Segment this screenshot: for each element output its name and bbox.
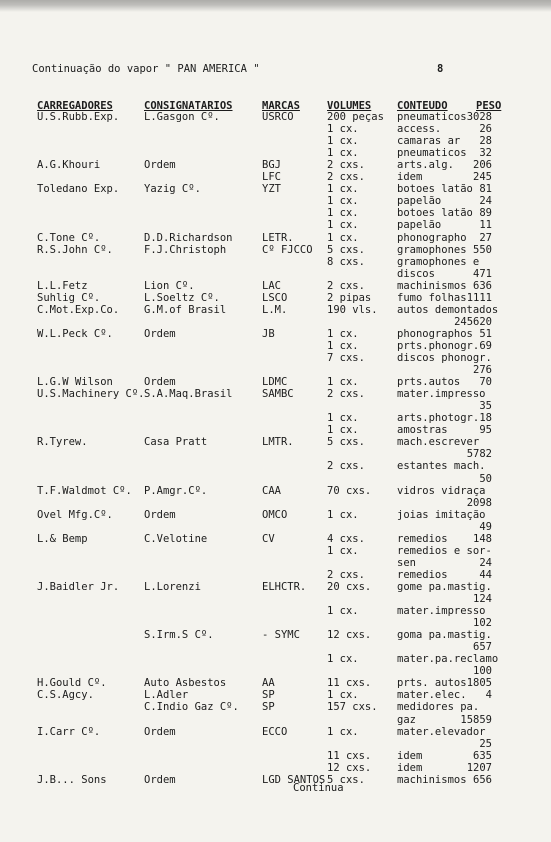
cell-mark: LSCO — [262, 291, 288, 304]
cell-volume: 20 cxs. — [327, 580, 372, 593]
cell-weight: 245 — [473, 171, 492, 184]
cell-content: amostras — [397, 424, 448, 437]
cell-content: remedios — [397, 568, 448, 581]
cell-content: botoes latão — [397, 207, 473, 220]
cell-content: mater.elec. — [397, 689, 467, 702]
column-header-consignatarios: CONSIGNATARIOS — [144, 100, 233, 112]
cell-content: discos phonogr. — [397, 352, 492, 364]
cell-volume: 1 cx. — [327, 327, 359, 340]
column-header-conteudo: CONTEUDO — [397, 100, 448, 112]
cell-content: discos — [397, 267, 435, 280]
cell-weight: 28 — [479, 135, 492, 148]
cell-mark: Cº FJCCO — [262, 243, 313, 256]
cell-volume: 1 cx. — [327, 123, 359, 136]
cell-mark: JB — [262, 327, 275, 340]
cell-content: prts.autos — [397, 376, 461, 389]
footer-continua: Continua — [293, 782, 344, 794]
cell-content: mach.escrever — [397, 436, 480, 449]
cell-weight: 635 — [473, 749, 492, 762]
cell-content: phonographos — [397, 327, 473, 340]
cell-volume: 200 peças — [327, 111, 384, 123]
cell-volume: 157 cxs. — [327, 701, 378, 714]
cell-consignee: L.Lorenzi — [144, 580, 201, 593]
cell-mark: SP — [262, 701, 275, 714]
column-header-carregadores: CARREGADORES — [37, 100, 113, 112]
cell-consignee: Ordem — [144, 327, 176, 340]
cell-volume: 1 cx. — [327, 231, 359, 244]
cell-mark: CV — [262, 532, 275, 545]
cell-content: prts.phonogr. — [397, 339, 480, 352]
cell-consignee: L.Soeltz Cº. — [144, 291, 220, 304]
cell-consignee: Auto Asbestos — [144, 677, 227, 690]
cell-consignee: C.Velotine — [144, 532, 208, 545]
cell-content: sen — [397, 556, 416, 569]
cell-shipper: R.Tyrew. — [37, 436, 88, 449]
cell-shipper: J.B... Sons — [37, 773, 107, 786]
cell-shipper: L.L.Fetz — [37, 279, 88, 292]
cell-shipper: H.Gould Cº. — [37, 677, 107, 690]
cell-volume: 2 cxs. — [327, 279, 365, 292]
cell-volume: 1 cx. — [327, 653, 359, 666]
cell-content: camaras ar — [397, 135, 461, 148]
cell-shipper: W.L.Peck Cº. — [37, 327, 113, 340]
cell-weight: 89 — [479, 207, 492, 220]
cell-volume: 2 cxs. — [327, 460, 365, 473]
cell-volume: 1 cx. — [327, 508, 359, 521]
cell-consignee: L.Adler — [144, 689, 189, 702]
cell-consignee: Ordem — [144, 773, 176, 786]
cell-shipper: C.Tone Cº. — [37, 231, 101, 244]
column-header-volumes: VOLUMES — [327, 100, 372, 112]
cell-volume: 2 cxs. — [327, 171, 365, 184]
cell-volume: 1 cx. — [327, 195, 359, 208]
cell-weight: 100 — [473, 665, 492, 678]
cell-content: vidros vidraça — [397, 484, 486, 497]
cell-weight: 26 — [479, 123, 492, 136]
cell-mark: ELHCTR. — [262, 580, 307, 593]
cell-mark: SAMBC — [262, 388, 294, 401]
cell-content: gome pa.mastig. — [397, 580, 492, 593]
cell-consignee: D.D.Richardson — [144, 231, 233, 244]
cell-shipper: L.& Bemp — [37, 532, 88, 545]
cell-mark: LGD SANTOS — [262, 773, 326, 786]
cell-weight: 50 — [479, 472, 492, 485]
cell-content: idem — [397, 171, 423, 184]
cell-volume: 7 cxs. — [327, 352, 365, 364]
cell-weight: 636 — [473, 279, 492, 292]
column-header-peso: PESO — [476, 100, 502, 112]
cell-volume: 1 cx. — [327, 135, 359, 148]
cell-content: papelão — [397, 195, 442, 208]
cell-weight: 51 — [479, 327, 492, 340]
cell-weight: 44 — [479, 568, 492, 581]
cell-weight: 550 — [473, 243, 492, 256]
cell-volume: 190 vls. — [327, 303, 378, 316]
cell-consignee: S.A.Maq.Brasil — [144, 388, 233, 401]
cell-weight: 24 — [479, 195, 492, 208]
cell-weight: 2098 — [466, 496, 492, 509]
cell-volume: 1 cx. — [327, 424, 359, 437]
cell-weight: 5782 — [466, 448, 492, 461]
cell-weight: 69 — [479, 339, 492, 352]
cell-weight: 95 — [479, 424, 492, 437]
cell-consignee: F.J.Christoph — [144, 243, 227, 256]
cell-mark: CAA — [262, 484, 281, 497]
cell-weight: 32 — [479, 147, 492, 160]
cell-content: papelão — [397, 219, 442, 232]
cell-volume: 1 cx. — [327, 605, 359, 618]
cell-weight: 3028 — [466, 111, 492, 123]
cell-volume: 1 cx. — [327, 412, 359, 425]
cell-volume: 11 cxs. — [327, 677, 372, 690]
cell-weight: 276 — [473, 364, 492, 377]
cell-volume: 1 cx. — [327, 183, 359, 196]
cell-consignee: Lion Cº. — [144, 279, 195, 292]
cell-shipper: Ovel Mfg.Cº. — [37, 508, 113, 521]
cell-consignee: Ordem — [144, 159, 176, 172]
cell-weight: 148 — [473, 532, 492, 545]
page-header-title: Continuação do vapor " PAN AMERICA " — [32, 63, 260, 75]
cell-volume: 2 pipas — [327, 291, 372, 304]
cell-content: pneumaticos — [397, 111, 467, 123]
cell-consignee: C.Indio Gaz Cº. — [144, 701, 239, 714]
cell-content: remedios e sor- — [397, 544, 492, 557]
cell-shipper: J.Baidler Jr. — [37, 580, 120, 593]
cell-content: mater.elevador — [397, 725, 486, 738]
cell-weight: 24 — [479, 556, 492, 569]
cell-content: medidores pa. — [397, 701, 480, 714]
cell-weight: 245620 — [454, 315, 492, 328]
cell-content: remedios — [397, 532, 448, 545]
cell-mark: SP — [262, 689, 275, 702]
cell-weight: 81 — [479, 183, 492, 196]
cell-consignee: Casa Pratt — [144, 436, 208, 449]
cell-volume: 12 cxs. — [327, 629, 372, 642]
cell-shipper: Toledano Exp. — [37, 183, 120, 196]
cell-content: joias imitação — [397, 508, 486, 521]
cell-volume: 5 cxs. — [327, 436, 365, 449]
cell-weight: 471 — [473, 267, 492, 280]
cell-weight: 70 — [479, 376, 492, 389]
cell-weight: 206 — [473, 159, 492, 172]
cell-weight: 15859 — [460, 713, 492, 726]
cell-content: arts.alg. — [397, 159, 454, 172]
cell-weight: 4 — [485, 689, 492, 702]
cell-shipper: Suhlig Cº. — [37, 291, 101, 304]
cell-content: botoes latão — [397, 183, 473, 196]
cell-volume: 11 cxs. — [327, 749, 372, 762]
cell-content: gramophones e — [397, 255, 480, 268]
cell-mark: LETR. — [262, 231, 294, 244]
cell-weight: 657 — [473, 641, 492, 654]
cell-volume: 5 cxs. — [327, 773, 365, 786]
cell-volume: 1 cx. — [327, 689, 359, 702]
cell-content: access. — [397, 123, 442, 136]
cell-mark: BGJ — [262, 159, 281, 172]
cell-volume: 1 cx. — [327, 339, 359, 352]
cell-content: prts. autos — [397, 677, 467, 690]
cell-volume: 1 cx. — [327, 219, 359, 232]
cell-volume: 2 cxs. — [327, 159, 365, 172]
cell-mark: AA — [262, 677, 275, 690]
cell-mark: - SYMC — [262, 629, 300, 642]
cell-content: mater.impresso — [397, 388, 486, 401]
cell-volume: 70 cxs. — [327, 484, 372, 497]
cell-consignee: Ordem — [144, 725, 176, 738]
cell-weight: 35 — [479, 400, 492, 413]
cell-mark: LDMC — [262, 376, 288, 389]
cell-consignee: G.M.of Brasil — [144, 303, 227, 316]
cell-volume: 2 cxs. — [327, 388, 365, 401]
cell-content: arts.photogr. — [397, 412, 480, 425]
page-number: 8 — [437, 63, 444, 75]
cell-consignee: L.Gasgon Cº. — [144, 111, 220, 123]
cell-consignee: S.Irm.S Cº. — [144, 629, 214, 642]
cell-weight: 656 — [473, 773, 492, 786]
cell-volume: 5 cxs. — [327, 243, 365, 256]
cell-volume: 8 cxs. — [327, 255, 365, 268]
cell-volume: 4 cxs. — [327, 532, 365, 545]
cell-weight: 49 — [479, 520, 492, 533]
cell-volume: 1 cx. — [327, 544, 359, 557]
cell-volume: 12 cxs. — [327, 761, 372, 774]
cell-content: gramophones — [397, 243, 467, 256]
cell-weight: 11 — [479, 219, 492, 232]
cell-consignee: Ordem — [144, 376, 176, 389]
cell-content: autos demontados — [397, 303, 499, 316]
cell-volume: 1 cx. — [327, 207, 359, 220]
cell-shipper: L.G.W Wilson — [37, 376, 113, 389]
cell-shipper: I.Carr Cº. — [37, 725, 101, 738]
cell-mark: USRCO — [262, 111, 294, 123]
cell-content: fumo folhas — [397, 291, 467, 304]
cell-volume: 1 cx. — [327, 725, 359, 738]
cell-content: idem — [397, 761, 423, 774]
cell-weight: 1805 — [466, 677, 492, 690]
cell-weight: 1207 — [466, 761, 492, 774]
cell-mark: LAC — [262, 279, 281, 292]
cell-mark: YZT — [262, 183, 281, 196]
cell-weight: 25 — [479, 737, 492, 750]
cell-mark: OMCO — [262, 508, 288, 521]
cell-shipper: U.S.Rubb.Exp. — [37, 111, 120, 123]
cell-weight: 1111 — [466, 291, 492, 304]
cell-content: goma pa.mastig. — [397, 629, 492, 642]
cell-content: idem — [397, 749, 423, 762]
cell-content: pneumaticos — [397, 147, 467, 160]
cell-consignee: Ordem — [144, 508, 176, 521]
cell-consignee: Yazig Cº. — [144, 183, 201, 196]
cell-content: gaz — [397, 713, 416, 726]
cell-content: mater.impresso — [397, 605, 486, 618]
scan-edge — [0, 0, 551, 12]
cell-content: mater.pa.reclamo — [397, 653, 499, 666]
cell-volume: 1 cx. — [327, 376, 359, 389]
cell-content: phonographo — [397, 231, 467, 244]
cell-content: machinismos — [397, 773, 467, 786]
cell-shipper: R.S.John Cº. — [37, 243, 113, 256]
cell-shipper: A.G.Khouri — [37, 159, 101, 172]
cell-weight: 27 — [479, 231, 492, 244]
cell-mark: LFC — [262, 171, 281, 184]
cell-mark: LMTR. — [262, 436, 294, 449]
cell-shipper: T.F.Waldmot Cº. — [37, 484, 132, 497]
cell-volume: 2 cxs. — [327, 568, 365, 581]
column-header-marcas: MARCAS — [262, 100, 300, 112]
cell-shipper: U.S.Machinery Cº. — [37, 388, 145, 401]
cell-consignee: P.Amgr.Cº. — [144, 484, 208, 497]
cell-weight: 124 — [473, 593, 492, 605]
cell-content: estantes mach. — [397, 460, 486, 473]
cell-volume: 1 cx. — [327, 147, 359, 160]
cell-mark: ECCO — [262, 725, 288, 738]
cell-weight: 18 — [479, 412, 492, 425]
cell-shipper: C.Mot.Exp.Co. — [37, 303, 120, 316]
cell-content: machinismos — [397, 279, 467, 292]
cell-mark: L.M. — [262, 303, 288, 316]
cell-weight: 102 — [473, 617, 492, 630]
cell-shipper: C.S.Agcy. — [37, 689, 94, 702]
